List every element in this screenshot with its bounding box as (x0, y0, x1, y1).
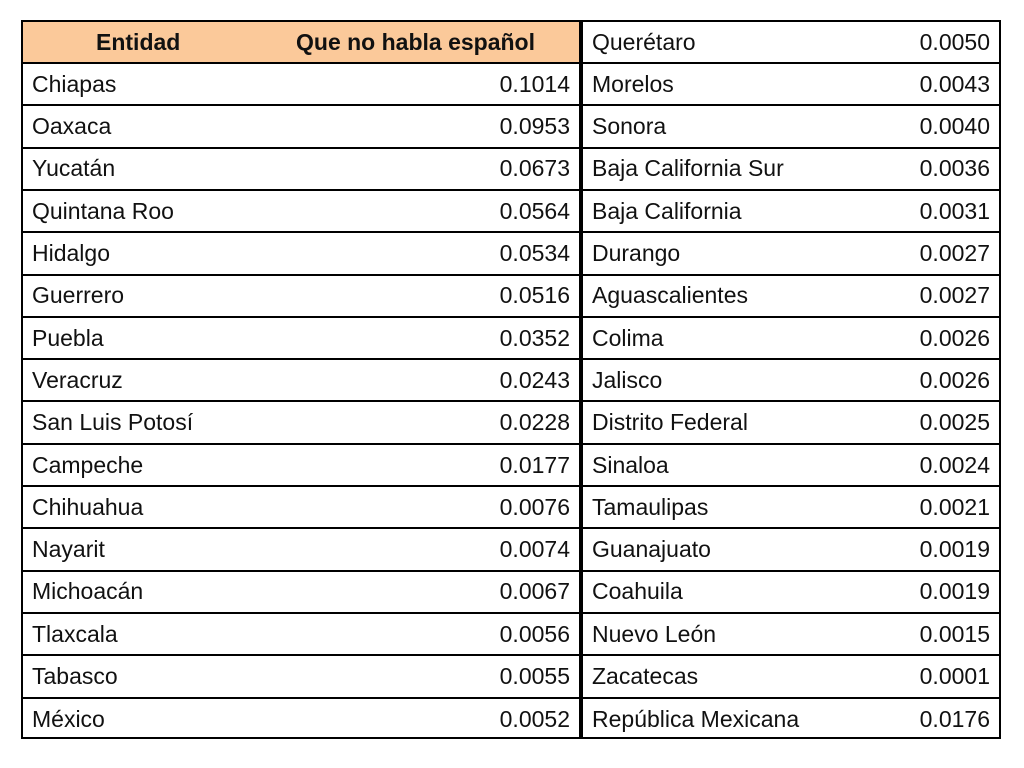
entity-name: Zacatecas (592, 663, 699, 689)
entity-value: 0.0056 (499, 620, 570, 647)
entity-value: 0.0352 (499, 324, 570, 351)
entity-value: 0.0067 (499, 578, 570, 605)
table-row (23, 530, 579, 572)
table-row (23, 614, 579, 656)
table-row (583, 318, 999, 360)
entity-value: 0.0673 (499, 155, 570, 182)
entity-name: Hidalgo (32, 240, 110, 266)
entity-name: Baja California (592, 197, 742, 224)
table-row (23, 234, 579, 276)
table-row (583, 107, 999, 149)
header-entity-label: Entidad (96, 28, 181, 55)
entity-value: 0.0177 (499, 451, 570, 478)
table-row (583, 64, 999, 106)
entity-name: Tabasco (32, 663, 118, 689)
entity-name: Sinaloa (592, 451, 669, 478)
entity-name: Veracruz (32, 366, 123, 393)
table-row (23, 445, 579, 487)
entity-value: 0.0564 (499, 197, 570, 224)
table-row (583, 149, 999, 191)
entity-name: Guerrero (32, 282, 125, 309)
table-row (583, 445, 999, 487)
entity-name: Colima (592, 324, 664, 351)
data-table (21, 20, 1001, 739)
entity-value: 0.0176 (919, 706, 990, 733)
entity-value: 0.0953 (499, 113, 570, 140)
entity-value: 0.0516 (499, 282, 570, 309)
entity-value: 0.0052 (499, 706, 570, 733)
entity-name: Michoacán (32, 578, 144, 605)
entity-value: 0.0043 (919, 70, 990, 97)
table-row (23, 64, 579, 106)
table-row (583, 360, 999, 402)
entity-value: 0.0076 (499, 493, 570, 520)
table-row (23, 360, 579, 402)
entity-name: Tlaxcala (32, 620, 118, 647)
entity-name: Chiapas (32, 70, 117, 97)
header-value-label: Que no habla español (296, 28, 535, 55)
entity-value: 0.0040 (919, 113, 990, 140)
table-row (23, 276, 579, 318)
entity-value: 0.0027 (919, 240, 990, 266)
table-row (23, 657, 579, 699)
entity-name: Quintana Roo (32, 197, 174, 224)
entity-value: 0.0055 (499, 663, 570, 689)
entity-name: Baja California Sur (592, 155, 784, 182)
entity-name: San Luis Potosí (32, 409, 194, 436)
entity-value: 0.0036 (919, 155, 990, 182)
entity-name: Sonora (592, 113, 667, 140)
table-row (583, 276, 999, 318)
entity-value: 0.0019 (919, 578, 990, 605)
table-row (23, 572, 579, 614)
entity-name: Nuevo León (592, 620, 717, 647)
entity-name: Guanajuato (592, 536, 711, 563)
entity-value: 0.0015 (919, 620, 990, 647)
entity-value: 0.0534 (499, 240, 570, 266)
entity-name: Coahuila (592, 578, 683, 605)
entity-name: Puebla (32, 324, 104, 351)
table-row (23, 403, 579, 445)
entity-name: Chihuahua (32, 493, 144, 520)
table-row (583, 699, 999, 741)
entity-value: 0.0027 (919, 282, 990, 309)
table-row (23, 699, 579, 741)
entity-name: México (32, 706, 105, 733)
table-row (583, 403, 999, 445)
header-row (23, 22, 579, 64)
table-row (23, 107, 579, 149)
table-row (23, 149, 579, 191)
table-row (583, 530, 999, 572)
entity-name: Jalisco (592, 366, 663, 393)
table-row (583, 487, 999, 529)
entity-value: 0.0021 (919, 493, 990, 520)
entity-value: 0.0026 (919, 366, 990, 393)
entity-name: Durango (592, 240, 681, 266)
table-row (583, 614, 999, 656)
entity-name: Yucatán (32, 155, 116, 182)
entity-name: Tamaulipas (592, 493, 709, 520)
table-row (583, 572, 999, 614)
entity-value: 0.0001 (919, 663, 990, 689)
entity-name: República Mexicana (592, 706, 800, 733)
entity-value: 0.1014 (499, 70, 570, 97)
table-row (23, 487, 579, 529)
table-row (583, 657, 999, 699)
entity-name: Querétaro (592, 28, 696, 55)
entity-value: 0.0025 (919, 409, 990, 436)
entity-value: 0.0026 (919, 324, 990, 351)
right-column-block (581, 20, 1001, 739)
left-column-block (21, 20, 581, 739)
entity-name: Nayarit (32, 536, 105, 563)
entity-name: Aguascalientes (592, 282, 748, 309)
entity-value: 0.0050 (919, 28, 990, 55)
entity-value: 0.0031 (919, 197, 990, 224)
entity-name: Campeche (32, 451, 144, 478)
table-row (23, 318, 579, 360)
entity-value: 0.0074 (499, 536, 570, 563)
entity-name: Distrito Federal (592, 409, 748, 436)
table-row (583, 22, 999, 64)
table-row (583, 191, 999, 233)
entity-value: 0.0019 (919, 536, 990, 563)
entity-name: Oaxaca (32, 113, 112, 140)
entity-value: 0.0243 (499, 366, 570, 393)
table-row (23, 191, 579, 233)
table-row (583, 234, 999, 276)
entity-value: 0.0228 (499, 409, 570, 436)
entity-value: 0.0024 (919, 451, 990, 478)
entity-name: Morelos (592, 70, 674, 97)
